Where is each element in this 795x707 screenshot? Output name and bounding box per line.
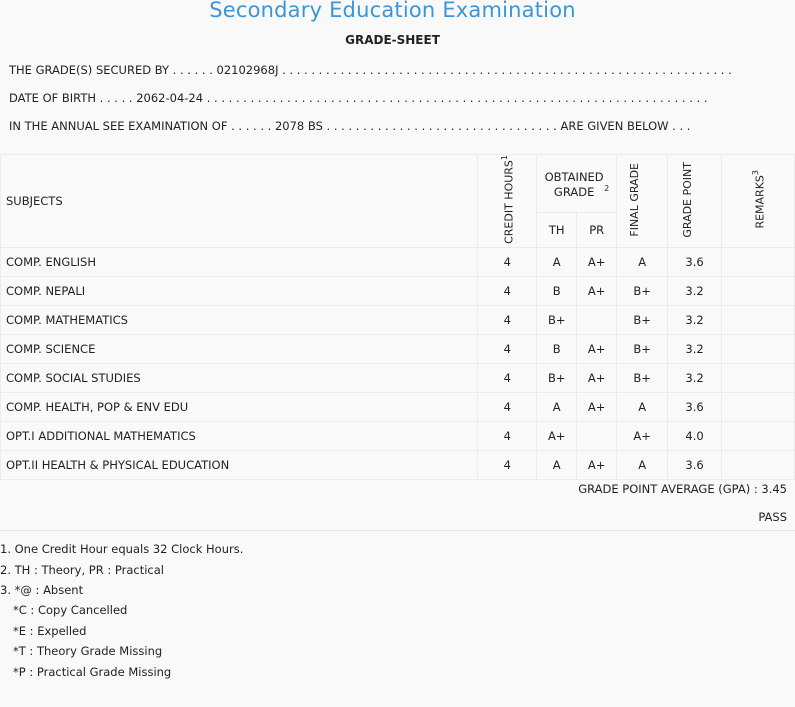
header-grade-point: GRADE POINT (668, 155, 722, 248)
table-row (1, 450, 795, 479)
credit-cell: 4 (478, 392, 537, 421)
table-row (1, 305, 795, 334)
credit-cell: 4 (478, 363, 537, 392)
th-grade-cell: B (537, 276, 577, 305)
final-grade-cell: B+ (617, 305, 668, 334)
subject-cell: COMP. MATHEMATICS (1, 305, 478, 334)
pr-grade-cell: A+ (577, 276, 617, 305)
subject-cell: OPT.II HEALTH & PHYSICAL EDUCATION (1, 450, 478, 479)
exam-line: IN THE ANNUAL SEE EXAMINATION OF . . . . . . 2078 BS . . . . . . . . . . . . . . . . . . . . . . . . . . . . . . . . ARE GIVEN BELOW . . . (9, 119, 691, 133)
header-remarks: REMARKS$^3$ (722, 155, 795, 248)
credit-cell: 4 (478, 450, 537, 479)
final-grade-cell: A (617, 450, 668, 479)
subject-cell: COMP. SOCIAL STUDIES (1, 363, 478, 392)
table-row (1, 334, 795, 363)
th-grade-cell: A (537, 450, 577, 479)
pr-grade-cell: A+ (577, 450, 617, 479)
result-status: PASS (758, 510, 787, 524)
remarks-cell (722, 363, 795, 392)
gpa-summary: GRADE POINT AVERAGE (GPA) : 3.45 (578, 482, 787, 496)
table-row (1, 276, 795, 305)
divider (0, 530, 795, 531)
final-grade-cell: A (617, 247, 668, 276)
final-grade-cell: B+ (617, 334, 668, 363)
credit-cell: 4 (478, 421, 537, 450)
pr-grade-cell: A+ (577, 363, 617, 392)
header-credit-hours: CREDIT HOURS$^1$ (478, 155, 537, 248)
credit-cell: 4 (478, 276, 537, 305)
th-grade-cell: A (537, 392, 577, 421)
grade-point-cell: 3.6 (668, 247, 722, 276)
remarks-cell (722, 247, 795, 276)
pr-grade-cell: A+ (577, 392, 617, 421)
remarks-cell (722, 305, 795, 334)
credit-cell: 4 (478, 305, 537, 334)
th-grade-cell: A+ (537, 421, 577, 450)
footnote-expelled: *E : Expelled (13, 624, 87, 638)
footnote-3: 3. *@ : Absent (0, 583, 84, 597)
th-grade-cell: B+ (537, 305, 577, 334)
footnote-2: 2. TH : Theory, PR : Practical (0, 563, 164, 577)
table-row (1, 392, 795, 421)
pr-grade-cell: A+ (577, 247, 617, 276)
final-grade-cell: A (617, 392, 668, 421)
subject-cell: COMP. NEPALI (1, 276, 478, 305)
remarks-cell (722, 276, 795, 305)
table-row (1, 247, 795, 276)
footnote-theory-missing: *T : Theory Grade Missing (13, 644, 163, 658)
remarks-cell (722, 421, 795, 450)
final-grade-cell: B+ (617, 363, 668, 392)
grades-table (0, 154, 795, 480)
subject-cell: COMP. ENGLISH (1, 247, 478, 276)
remarks-cell (722, 334, 795, 363)
footnote-practical-missing: *P : Practical Grade Missing (13, 665, 172, 679)
grade-point-cell: 3.2 (668, 305, 722, 334)
grade-point-cell: 3.6 (668, 450, 722, 479)
pr-grade-cell (577, 305, 617, 334)
credit-cell: 4 (478, 334, 537, 363)
grade-point-cell: 3.2 (668, 276, 722, 305)
date-of-birth-line: DATE OF BIRTH . . . . . 2062-04-24 . . . . . . . . . . . . . . . . . . . . . . . . . . . . . . . . . . . . . . . . . . . . . . . . . . . . . . . . . . . . . . . . . . . . . (9, 91, 708, 105)
header-th: TH (537, 212, 577, 247)
th-grade-cell: B+ (537, 363, 577, 392)
final-grade-cell: B+ (617, 276, 668, 305)
secured-by-line: THE GRADE(S) SECURED BY . . . . . . 02102968J . . . . . . . . . . . . . . . . . . . . . . . . . . . . . . . . . . . . . . . . . . . . . . . . . . . . . . . . . . . . . . (9, 63, 732, 77)
subject-cell: COMP. SCIENCE (1, 334, 478, 363)
credit-cell: 4 (478, 247, 537, 276)
subject-cell: COMP. HEALTH, POP & ENV EDU (1, 392, 478, 421)
header-subjects: SUBJECTS (1, 155, 478, 248)
header-pr: PR (577, 212, 617, 247)
table-row (1, 421, 795, 450)
pr-grade-cell (577, 421, 617, 450)
grade-point-cell: 3.6 (668, 392, 722, 421)
th-grade-cell: A (537, 247, 577, 276)
grade-point-cell: 4.0 (668, 421, 722, 450)
th-grade-cell: B (537, 334, 577, 363)
table-row (1, 363, 795, 392)
header-final-grade: FINAL GRADE (617, 155, 668, 248)
grade-sheet-heading: GRADE-SHEET (345, 33, 440, 47)
subject-cell: OPT.I ADDITIONAL MATHEMATICS (1, 421, 478, 450)
grade-point-cell: 3.2 (668, 363, 722, 392)
footnote-copy-cancelled: *C : Copy Cancelled (13, 603, 128, 617)
page-title: Secondary Education Examination (209, 0, 576, 22)
final-grade-cell: A+ (617, 421, 668, 450)
remarks-cell (722, 450, 795, 479)
header-obtained-grade: OBTAINED GRADE $^2$ (537, 155, 617, 213)
remarks-cell (722, 392, 795, 421)
footnote-1: 1. One Credit Hour equals 32 Clock Hours. (0, 542, 244, 556)
grade-point-cell: 3.2 (668, 334, 722, 363)
pr-grade-cell: A+ (577, 334, 617, 363)
